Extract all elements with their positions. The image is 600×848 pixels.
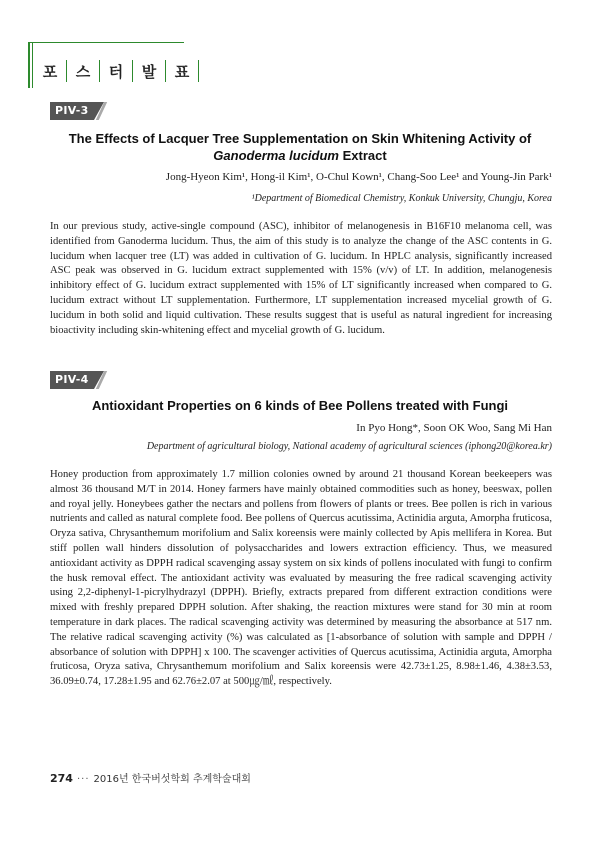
header-left-bar <box>28 42 30 88</box>
paper-affiliation: ¹Department of Biomedical Chemistry, Konkuk University, Chungju, Korea <box>251 193 552 204</box>
divider <box>99 60 100 82</box>
paper-title <box>50 130 550 164</box>
footer-dots: ··· <box>76 774 90 785</box>
header-left-bar-thin <box>32 42 33 88</box>
paper-title <box>50 397 550 414</box>
species-name: Ganoderma lucidum <box>213 148 339 163</box>
paper-title-line: Antioxidant Properties on 6 kinds of Bee Pollens treated with Fungi <box>91 398 509 413</box>
paper-abstract: In our previous study, active-single compound (ASC), inhibitor of melanogenesis in B16F10 melanoma cell, was identified from Ganoderma lucidum. Thus, the aim of this study is to analyze the change of the ASC contents in G. lucidum when lacquer tree (LT) was added in cultivation of G. lucidum. In HPLC analysis, significantly increased ASC peak was observed in G. lucidum extract supplemented with 15% (v/v) of LT. In addition, melanogenesis inhibitory effect of G. lucidum extract supplemented with 15% of LT significantly increased when compared to G. lucidum extract without LT supplementation. Furthermore, LT supplementation increased mycelial growth of G. lucidum in both solid and liquid cultivation. These results suggest that is useful as natural ingredient for increasing bioactivity including skin-whitening effect and mycelial growth of G. lucidum. <box>50 221 552 336</box>
divider <box>66 60 67 82</box>
divider <box>165 60 166 82</box>
page-number: 274 <box>50 772 73 785</box>
page-footer <box>50 770 251 785</box>
paper-title-line <box>50 147 550 164</box>
header-rule <box>28 42 184 43</box>
paper-title-line: The Effects of Lacquer Tree Supplementation on Skin Whitening Activity of <box>68 131 532 146</box>
paper-authors: Jong-Hyeon Kim¹, Hong-il Kim¹, O-Chul Kown¹, Chang-Soo Lee¹ and Young-Jin Park¹ <box>165 171 552 183</box>
paper-abstract: Honey production from approximately 1.7 million colonies owned by around 21 thousand Korean beekeepers was almost 36 thousand M/T in 2014. Honey farmers have mainly obtained commodities such as honey, beeswax, pollen and royal jelly. Honeybees gather the nectars and pollens from flowers of plants or trees. Bee pollen is rich in various nutrients and called as natural complete food. Bee pollens of Quercus acutissima, Actinidia arguta, Amorpha fruticosa, Oryza sativa, Chrysanthemum morifolium and Salix koreensis were mainly collected by Apis mellifera in Korea. But stiff pollen wall hinders dissolution of polysaccharides and lowers extraction efficiency. Thus, we measured antioxidant activity as DPPH radical scavenging assay system on six kinds of pollens inoculated with fungi to confirm the husk removal effect. The antioxidant activity was evaluated by measuring the free radical scavenging activity using 2,2-diphenyl-1-picrylhydrazyl (DPPH). Briefly, extracts prepared from different extraction conditions were mixed with freshly prepared DPPH solution. After shaking, the reaction mixtures were stand for 30 min at room temperature in dark places. The radical scavenging activity was determined by measuring the absorbance at 517 nm. The relative radical scavenging activity (%) was calculated as [1-absorbance of solution with sample and DPPH / absorbance of solution with DPPH] x 100. The scavenger activities of Quercus acutissima, Actinidia arguta, Amorpha fruticosa, Oryza sativa, Chrysanthemum morifolium and Salix koreensis were 42.73±1.25, 8.98±1.46, 4.38±3.53, 36.09±0.74, 17.28±1.95 and 62.76±2.07 at 500㎍/㎖, respectively. <box>50 469 552 688</box>
paper-code-badge <box>50 371 108 389</box>
section-title-char: 표 <box>174 62 190 81</box>
paper-affiliation: Department of agricultural biology, National academy of agricultural sciences (iphong20@korea.kr) <box>146 441 552 452</box>
paper-code: PIV-3 <box>55 104 89 117</box>
section-title-char: 포 <box>42 62 58 81</box>
section-title-char: 터 <box>108 62 124 81</box>
section-title-char: 발 <box>141 62 157 81</box>
section-title <box>42 60 207 82</box>
paper-code-badge <box>50 102 108 120</box>
conference-name: 2016년 한국버섯학회 추계학술대회 <box>93 774 251 785</box>
paper-code: PIV-4 <box>55 373 89 386</box>
section-header <box>28 42 190 88</box>
divider <box>132 60 133 82</box>
section-title-char: 스 <box>75 62 91 81</box>
divider <box>198 60 199 82</box>
paper-title-rest: Extract <box>339 148 387 163</box>
paper-authors: In Pyo Hong*, Soon OK Woo, Sang Mi Han <box>356 422 552 434</box>
